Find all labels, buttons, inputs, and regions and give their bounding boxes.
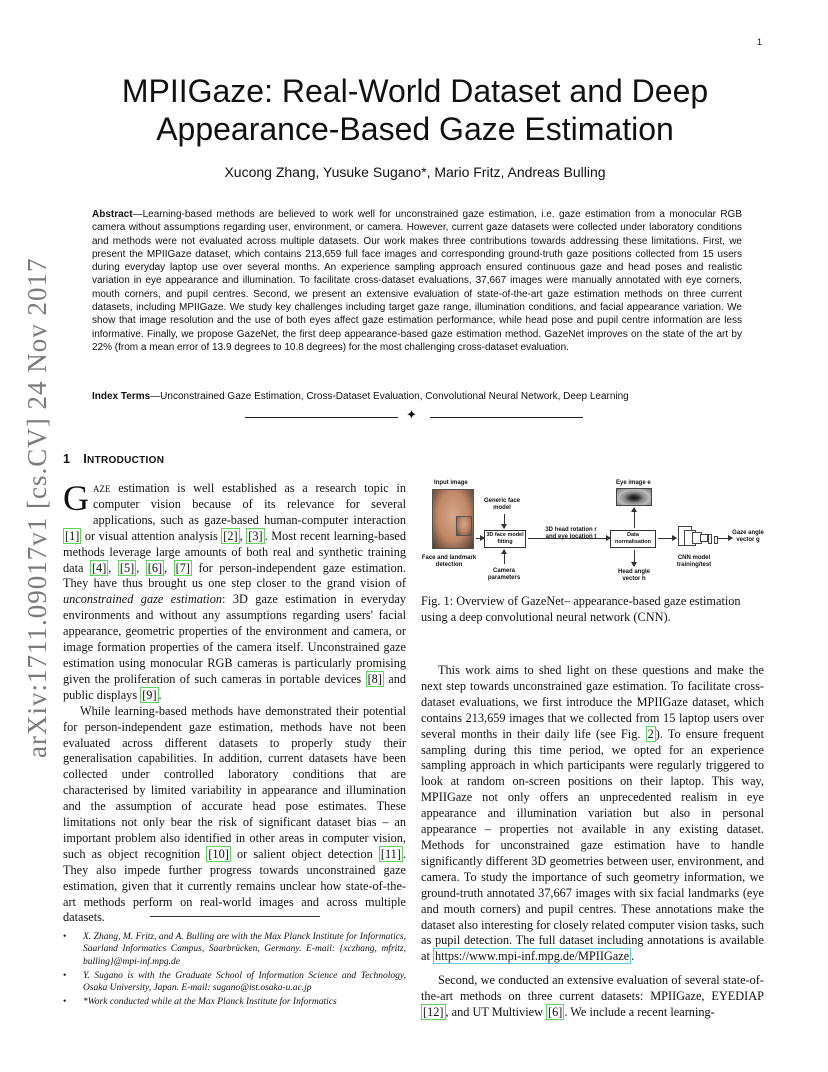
abstract — [92, 208, 742, 354]
citation-link[interactable]: [11] — [380, 846, 401, 861]
text-span: ). To ensure frequent sampling during this time period, we opted for an experience sampling approach in which participants were regularly triggered to look at random on-screen positions on their laptop. This way, MPIIGaze not only offers an unprecedented realism in eye appearance and illumination variation but also in personal appearance – properties not available in any existing dataset. Methods for unconstrained gaze estimation have to handle significantly different 3D geometries between user, environment, and camera. To study the importance of such geometry information, we ground-truth annotated 37,667 images with six facial landmarks (eye and mouth corners) and pupil centres. These annotations make the dataset also interesting for closely related computer vision tasks, such as pupil detection. The full dataset including annotations is available at — [421, 726, 764, 964]
citation-link[interactable]: [12] — [423, 1005, 444, 1020]
section-number: 1 — [63, 452, 71, 466]
fig-label-eye-image: Eye image e — [616, 480, 651, 486]
footnote-item: • Y. Sugano is with the Graduate School of Information Science and Technology, Osaka University, Japan. E-mail: sugano@ist.osaka-u.ac.jp — [63, 970, 406, 995]
title-line-2: Appearance-Based Gaze Estimation — [156, 111, 674, 147]
fig-box-data-normalisation: Data normalisation — [610, 530, 656, 548]
intro-paragraph-2 — [63, 704, 406, 927]
right-column-text — [421, 663, 764, 1021]
text-span: . Most recent learning-based methods leverage large amounts of both real and synthetic training data — [63, 528, 406, 575]
text-span: . We include a recent learning- — [564, 1005, 715, 1020]
text-span: This work aims to shed light on these questions and make the next step towards unconstrained gaze estimation. To facilitate cross-dataset evaluations, we first introduce the MPIIGaze dataset, which contains 213,659 images that we collected from 15 laptop users over several months in their daily life (see Fig. — [421, 663, 764, 741]
figure-gazenet-overview — [420, 478, 770, 588]
text-span: While learning-based methods have demonstrated their potential for person-independent gaze estimation, methods have not been evaluated across different datasets to properly study their generalisation capabilities. In addition, current datasets have been collected under controlled laboratory conditions that are characterised by limited variability in appearance and illumination and the assumption of accurate head pose estimates. These limitations not only bear the risk of significant dataset bias – an important problem also identified in other areas in computer vision, such as object recognition — [63, 703, 406, 861]
figure-reference-link[interactable]: 2 — [647, 726, 654, 741]
cnn-model-icon — [678, 522, 720, 552]
fig-label-face-landmark-detection: Face and landmark detection — [421, 555, 477, 568]
arrow-up-icon — [504, 550, 505, 564]
text-span: Second, we conducted an extensive evaluation of several state-of-the-art methods on three current datasets: MPIIGaze, EYEDIAP — [421, 973, 764, 1004]
section-title-rest: NTRODUCTION — [87, 455, 165, 466]
emphasis-text: unconstrained gaze estimation — [63, 592, 222, 607]
text-span: for person-independent gaze estimation. They have thus brought us one step closer to the grand vision of — [63, 560, 406, 591]
text-span: , — [239, 528, 247, 543]
text-span: or salient object detection — [230, 846, 379, 861]
fig-label-cnn-model: CNN model training/test — [676, 555, 712, 568]
intro-paragraph-1 — [63, 478, 406, 704]
drop-cap: G — [63, 478, 89, 518]
text-span: , — [108, 560, 118, 575]
text-span: , — [164, 560, 174, 575]
text-span: , and UT Multiview — [445, 1005, 547, 1020]
left-column-text — [63, 478, 406, 926]
text-span: , — [136, 560, 146, 575]
fig-label-gaze-angle-vector: Gaze angle vector g — [732, 530, 764, 543]
detected-face-thumbnail — [456, 516, 472, 536]
arrow-right-icon — [658, 538, 676, 539]
separator-rule-left — [245, 417, 398, 418]
footnote-rule — [150, 916, 320, 917]
citation-link[interactable]: [2] — [223, 528, 238, 543]
paper-title — [60, 72, 770, 148]
separator-rule-right — [430, 417, 583, 418]
text-span: : 3D gaze estimation in everyday environments and without any assumptions regarding users' facial appearance, geometric properties of the environment and camera, or image formation properties of the camera itself. Unconstrained gaze estimation using monocular RGB cameras is particularly promising given the proliferation of such cameras in portable devices — [63, 592, 406, 686]
citation-link[interactable]: [7] — [175, 560, 190, 575]
text-span: and public displays — [63, 671, 406, 702]
separator-star-icon: ✦ — [406, 408, 417, 423]
abstract-text: —Learning-based methods are believed to work well for unconstrained gaze estimation, i.e. gaze estimation from a monocular RGB camera without assumptions regarding user, environment, or camera. However, current gaze datasets were collected under laboratory conditions and methods were not evaluated across multiple datasets. Our work makes three contributions towards addressing these limitations. First, we present the MPIIGaze dataset, which contains 213,659 full face images and corresponding ground-truth gaze positions collected from 15 users during everyday laptop use over several months. An experience sampling approach ensured continuous gaze and head poses and realistic variation in eye appearance and illumination. To facilitate cross-dataset evaluations, 37,667 images were manually annotated with eye corners, mouth corners, and pupil centres. Second, we present an extensive evaluation of state-of-the-art gaze estimation methods on three current datasets, including MPIIGaze. We study key challenges including target gaze range, illumination conditions, and facial appearance variation. We show that image resolution and the use of both eyes affect gaze estimation performance, while head pose and pupil centre information are less informative. Finally, we propose GazeNet, the first deep appearance-based gaze estimation method. GazeNet improves on the state of the art by 22% (from a mean error of 13.9 degrees to 10.8 degrees) for the most challenging cross-dataset evaluation. — [92, 209, 742, 353]
body-paragraph-1 — [421, 663, 764, 965]
footnotes — [63, 931, 406, 1011]
page-number: 1 — [757, 37, 763, 47]
text-span: . — [158, 687, 162, 702]
fig-box-face-model-fitting: 3D face model fitting — [484, 530, 526, 548]
citation-link[interactable]: [9] — [142, 687, 157, 702]
figure-caption: Fig. 1: Overview of GazeNet– appearance-based gaze estimation using a deep convolutional neural network (CNN). — [421, 594, 741, 624]
arrow-down-icon — [634, 550, 635, 566]
citation-link[interactable]: [6] — [548, 1005, 563, 1020]
footnote-item: • X. Zhang, M. Fritz, and A. Bulling are with the Max Planck Institute for Informatics, Saarland Informatics Campus, Saarbrücken, Germany. E-mail: {xczhang, mfritz, bulling}@mpi-inf.mpg.de — [63, 931, 406, 968]
citation-link[interactable]: [10] — [208, 846, 229, 861]
arrow-up-icon — [634, 508, 635, 528]
citation-link[interactable]: [5] — [119, 560, 135, 575]
body-paragraph-2 — [421, 973, 764, 1021]
footnote-item: • *Work conducted while at the Max Planck Institute for Informatics — [63, 996, 406, 1008]
index-terms — [92, 390, 742, 403]
citation-link[interactable]: [6] — [147, 560, 163, 575]
drop-cap-continuation: aze — [93, 481, 111, 495]
index-terms-label: Index Terms — [92, 391, 151, 402]
section-title-initial: I — [83, 452, 88, 466]
eye-image-thumbnail — [616, 488, 652, 506]
text-span: . — [631, 949, 635, 964]
arrow-down-icon — [504, 514, 505, 528]
author-list: Xucong Zhang, Yusuke Sugano*, Mario Fritz, Andreas Bulling — [224, 164, 606, 180]
fig-label-generic-face-model: Generic face model — [483, 498, 521, 511]
citation-link[interactable]: [3] — [248, 528, 263, 543]
citation-link[interactable]: [1] — [65, 528, 80, 543]
abstract-label: Abstract — [92, 209, 133, 220]
citation-link[interactable]: [4] — [91, 560, 107, 575]
section-heading-introduction — [63, 452, 164, 466]
arrow-right-icon — [476, 538, 484, 539]
fig-label-head-angle-vector: Head angle vector h — [617, 569, 650, 582]
text-span: . They also impede further progress towards unconstrained gaze estimation, given that it currently remains unclear how state-of-the-art methods perform on real-world images and across multiple datasets. — [63, 846, 406, 925]
text-span: estimation is well established as a research topic in computer vision because of its relevance for several applications, such as gaze-based human-computer interaction — [93, 481, 406, 527]
fig-label-input-image: Input image — [434, 480, 468, 486]
arxiv-identifier-stamp: arXiv:1711.09017v1 [cs.CV] 24 Nov 2017 — [22, 257, 52, 758]
title-line-1: MPIIGaze: Real-World Dataset and Deep — [121, 73, 709, 109]
fig-label-camera-parameters: Camera parameters — [487, 568, 521, 581]
text-span: or visual attention analysis — [81, 528, 222, 543]
fig-label-head-rotation: 3D head rotation r and eye location t — [545, 527, 597, 540]
dataset-url-link[interactable]: https://www.mpi-inf.mpg.de/MPIIGaze — [434, 949, 630, 964]
index-terms-text: —Unconstrained Gaze Estimation, Cross-Dataset Evaluation, Convolutional Neural Network, Deep Learning — [150, 391, 629, 402]
citation-link[interactable]: [8] — [367, 671, 382, 686]
